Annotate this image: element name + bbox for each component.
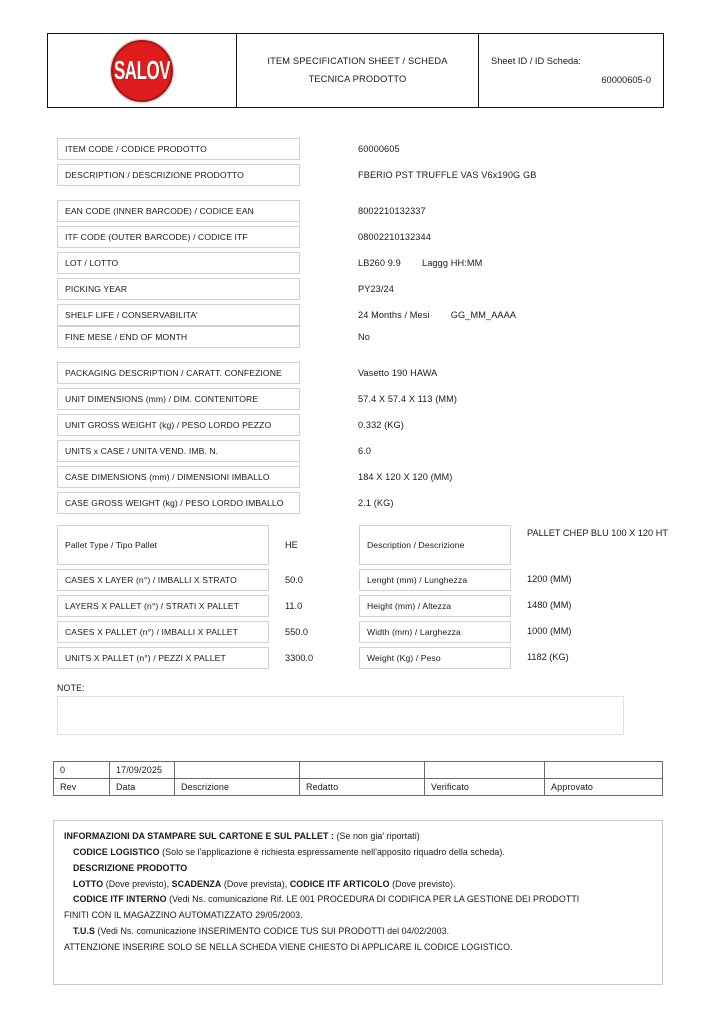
document-title-line1: ITEM SPECIFICATION SHEET / SCHEDA [267,56,448,67]
spec-value: 08002210132344 [358,232,431,242]
column-header-redatto: Redatto [300,779,425,796]
salov-oval-logo-icon [111,40,173,102]
instruction-7-rest: (Vedi Ns. comunicazione INSERIMENTO CODICE TUS SUI PRODOTTI del 04/02/2003. [94,926,450,937]
pallet-label: Pallet Type / Tipo Pallet [57,525,269,565]
column-header-descrizione: Descrizione [175,779,300,796]
spec-row [57,492,667,514]
instruction-4-rest-1: (Dove previsto), [103,878,172,889]
spec-row [57,440,667,462]
pallet-label: LAYERS X PALLET (n°) / STRATI X PALLET [57,595,269,617]
logo-cell [48,34,237,107]
sheet-id-cell [479,34,663,107]
spec-row [57,200,667,222]
spec-value: 8002210132337 [358,206,426,216]
note-input-box[interactable] [57,696,624,735]
spec-value: 0.332 (KG) [358,420,404,430]
spec-row [57,388,667,410]
spec-row [57,278,667,300]
spec-row [57,326,667,348]
spec-row [57,252,667,274]
pallet-value: 50.0 [285,575,303,585]
pallet-row [57,647,672,669]
instruction-2-rest: (Solo se l'applicazione è richiesta espressamente nell'apposito riquadro della scheda). [159,846,505,857]
rev-description-cell[interactable] [175,762,300,779]
instruction-4-rest-3: (Dove previsto). [389,878,456,889]
column-header-verificato: Verificato [425,779,545,796]
pallet-dimension-value: 1200 (MM) [527,574,572,585]
spec-label: CASE DIMENSIONS (mm) / DIMENSIONI IMBALLO [57,466,300,488]
spec-label: FINE MESE / END OF MONTH [57,326,300,348]
rev-date-cell[interactable]: 17/09/2025 [110,762,175,779]
spec-row [57,414,667,436]
spec-value: FBERIO PST TRUFFLE VAS V6x190G GB [358,170,537,180]
pallet-value: HE [285,540,298,550]
rev-approvato-cell[interactable] [545,762,663,779]
instruction-line-4 [64,877,652,893]
spec-group-codes [57,200,667,348]
instruction-3-bold: DESCRIZIONE PRODOTTO [73,862,188,873]
instruction-line-6: FINITI CON IL MAGAZZINO AUTOMATIZZATO 29/05/2003. [64,910,303,921]
spec-row [57,304,667,326]
spec-row [57,164,667,186]
pallet-row [57,569,672,591]
pallet-section [57,525,672,669]
pallet-dimension-value: PALLET CHEP BLU 100 X 120 HT [527,528,668,538]
column-header-data: Data [110,779,175,796]
instruction-5-bold: CODICE ITF INTERNO [73,894,167,905]
spec-label: PICKING YEAR [57,278,300,300]
spec-label: CASE GROSS WEIGHT (kg) / PESO LORDO IMBALLO [57,492,300,514]
rev-verificato-cell[interactable] [425,762,545,779]
instruction-line-8: ATTENZIONE INSERIRE SOLO SE NELLA SCHEDA VIENE CHIESTO DI APPLICARE IL CODICE LOGISTICO. [64,941,513,952]
rev-redatto-cell[interactable] [300,762,425,779]
spec-label: LOT / LOTTO [57,252,300,274]
revision-table [53,761,663,796]
spec-value: LB260 9.9 Laggg HH:MM [358,258,483,268]
spec-value: 60000605 [358,144,400,154]
note-label: NOTE: [57,683,85,693]
pallet-value: 550.0 [285,627,308,637]
pallet-dimension-label: Lenght (mm) / Lunghezza [359,569,511,591]
instruction-line-2 [64,845,652,861]
sheet-id-value: 60000605-0 [601,74,651,85]
table-row [54,762,663,779]
spec-value: 184 X 120 X 120 (MM) [358,472,453,482]
pallet-dimension-label: Height (mm) / Altezza [359,595,511,617]
specifications-section [57,138,667,528]
spec-label: SHELF LIFE / CONSERVABILITA' [57,304,300,326]
pallet-dimension-label: Description / Descrizione [359,525,511,565]
rev-number-cell[interactable]: 0 [54,762,110,779]
pallet-row [57,595,672,617]
instruction-line-7 [64,924,652,940]
pallet-value: 3300.0 [285,653,314,663]
instruction-1-bold: INFORMAZIONI DA STAMPARE SUL CARTONE E SUL PALLET : [64,831,334,841]
table-row [54,779,663,796]
spec-label: UNITS x CASE / UNITA VEND. IMB. N. [57,440,300,462]
document-title-line2: TECNICA PRODOTTO [308,73,407,84]
instruction-4-bold-scadenza: SCADENZA [171,878,222,889]
instruction-4-bold-itf: CODICE ITF ARTICOLO [289,878,390,889]
instruction-2-bold: CODICE LOGISTICO [73,846,160,857]
pallet-row [57,621,672,643]
spec-label: PACKAGING DESCRIPTION / CARATT. CONFEZIONE [57,362,300,384]
column-header-rev: Rev [54,779,110,796]
printing-instructions-block [53,820,663,985]
instruction-line-1 [64,829,652,845]
pallet-dimension-label: Weight (Kg) / Peso [359,647,511,669]
spec-label: UNIT GROSS WEIGHT (kg) / PESO LORDO PEZZO [57,414,300,436]
pallet-value: 11.0 [285,601,303,611]
instruction-5-rest: (Vedi Ns. comunicazione Rif. LE 001 PROCEDURA DI CODIFICA PER LA GESTIONE DEI PRODOTTI [166,894,580,905]
spec-value: Vasetto 190 HAWA [358,368,438,378]
pallet-dimension-value: 1182 (KG) [527,652,569,663]
spec-label: ITF CODE (OUTER BARCODE) / CODICE ITF [57,226,300,248]
instruction-4-rest-2: (Dove prevista), [221,878,290,889]
pallet-label: CASES X LAYER (n°) / IMBALLI X STRATO [57,569,269,591]
pallet-dimension-value: 1000 (MM) [527,626,572,637]
spec-value: PY23/24 [358,284,394,294]
document-title-cell [237,34,479,107]
spec-group-identification [57,138,667,186]
spec-value: 24 Months / Mesi GG_MM_AAAA [358,310,517,320]
logo-text: SALOV [113,55,171,85]
pallet-row [57,525,672,565]
instruction-line-5 [64,892,652,908]
instruction-7-bold: T.U.S [73,926,95,937]
pallet-label: CASES X PALLET (n°) / IMBALLI X PALLET [57,621,269,643]
spec-group-packaging [57,362,667,514]
spec-label: UNIT DIMENSIONS (mm) / DIM. CONTENITORE [57,388,300,410]
spec-value: 57.4 X 57.4 X 113 (MM) [358,394,458,404]
instruction-4-bold-lotto: LOTTO [73,878,104,889]
spec-row [57,226,667,248]
spec-row [57,466,667,488]
pallet-dimension-value: 1480 (MM) [527,600,572,611]
spec-value: 6.0 [358,446,372,456]
spec-value: 2.1 (KG) [358,498,394,508]
spec-value: No [358,332,370,342]
pallet-label: UNITS X PALLET (n°) / PEZZI X PALLET [57,647,269,669]
document-header [47,33,664,108]
spec-row [57,138,667,160]
spec-label: ITEM CODE / CODICE PRODOTTO [57,138,300,160]
spec-label: EAN CODE (INNER BARCODE) / CODICE EAN [57,200,300,222]
pallet-dimension-label: Width (mm) / Larghezza [359,621,511,643]
spec-row [57,362,667,384]
instruction-1-rest: (Se non gia' riportati) [333,831,420,841]
spec-label: DESCRIPTION / DESCRIZIONE PRODOTTO [57,164,300,186]
instruction-line-3 [64,861,652,877]
sheet-id-label: Sheet ID / ID Scheda: [491,55,581,66]
column-header-approvato: Approvato [545,779,663,796]
